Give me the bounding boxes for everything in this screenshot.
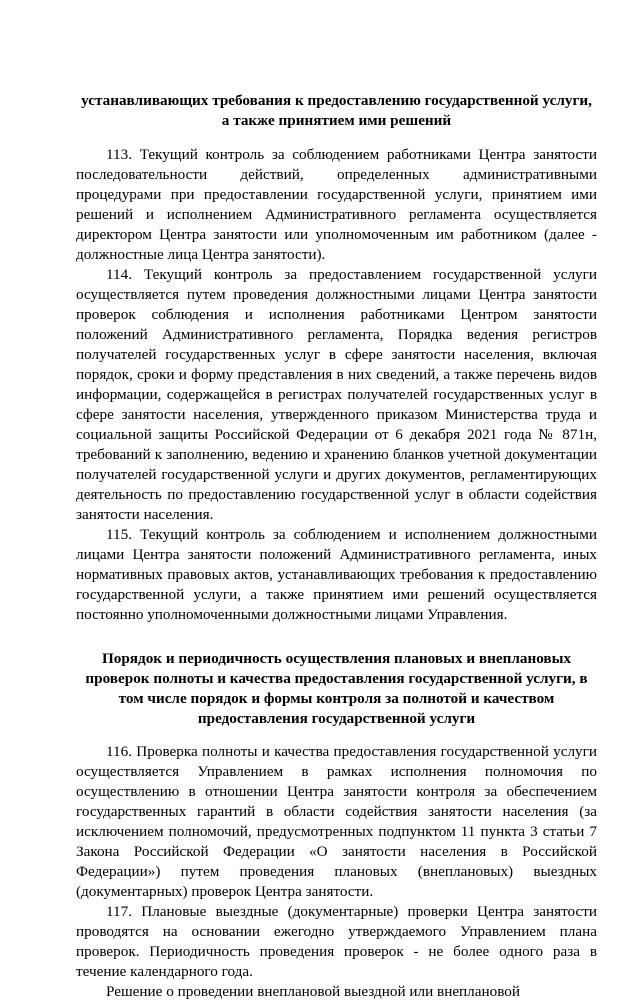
section-heading-inspections: Порядок и периодичность осуществления плановых и внеплановых проверок полноты и качества предоставления государственной услуги, в том числе порядок и формы контроля за полнотой и качеством предоставления государственной услуги bbox=[85, 650, 588, 727]
paragraph-113: 113. Текущий контроль за соблюдением работниками Центра занятости последовательности действий, определенных административными процедурами при предоставлении государственной услуги, принятием ими решений и исполнением Административного регламента осуществляется директором Центра занятости или уполномоченным им работником (далее - должностные лица Центра занятости). bbox=[76, 146, 597, 263]
paragraph-114: 114. Текущий контроль за предоставлением государственной услуги осуществляется путем проведения должностными лицами Центра занятости проверок соблюдения и исполнения работниками Центром занятости положений Административного регламента, Порядка ведения регистров получателей государственных услуг в сфере занятости населения, включая порядок, сроки и форму представления в них сведений, а также перечень видов информации, содержащейся в регистрах получателей государственных услуг в сфере занятости населения, утвержденного приказом Министерства труда и социальной защиты Российской Федерации от 6 декабря 2021 года № 871н, требований к заполнению, ведению и хранению бланков учетной документации получателей государственной услуги и других документов, регламентирующих деятельность по предоставлению государственной услуг в области содействия занятости населения. bbox=[76, 266, 597, 523]
spacer bbox=[76, 625, 597, 649]
paragraph-117: 117. Плановые выездные (документарные) проверки Центра занятости проводятся на основании ежегодно утверждаемого Управлением плана проверок. Периодичность проведения проверок - не более одного раза в течение календарного года. bbox=[76, 903, 597, 980]
section-heading-control-requirements: устанавливающих требования к предоставлению государственной услуги, а также принятием ими решений bbox=[81, 92, 592, 129]
spacer bbox=[76, 131, 597, 145]
paragraph-116: 116. Проверка полноты и качества предоставления государственной услуги осуществляется Управлением в рамках исполнения полномочия по осуществлению в отношении Центра занятости контроля за обеспечением государственных гарантий в области содействия занятости населения (за исключением полномочий, предусмотренных подпунктом 11 пункта 3 статьи 7 Закона Российской Федерации «О занятости населения в Российской Федерации») путем проведения плановых (внеплановых) выездных (документарных) проверок Центра занятости. bbox=[76, 743, 597, 900]
paragraph-decision: Решение о проведении внеплановой выездной или внеплановой bbox=[106, 983, 521, 1000]
spacer bbox=[76, 729, 597, 742]
paragraph-115: 115. Текущий контроль за соблюдением и исполнением должностными лицами Центра занятости положений Административного регламента, иных нормативных правовых актов, устанавливающих требования к предоставлению государственной услуги, а также принятием ими решений осуществляется постоянно уполномоченными должностными лицами Управления. bbox=[76, 526, 597, 623]
document-body bbox=[76, 91, 597, 1002]
